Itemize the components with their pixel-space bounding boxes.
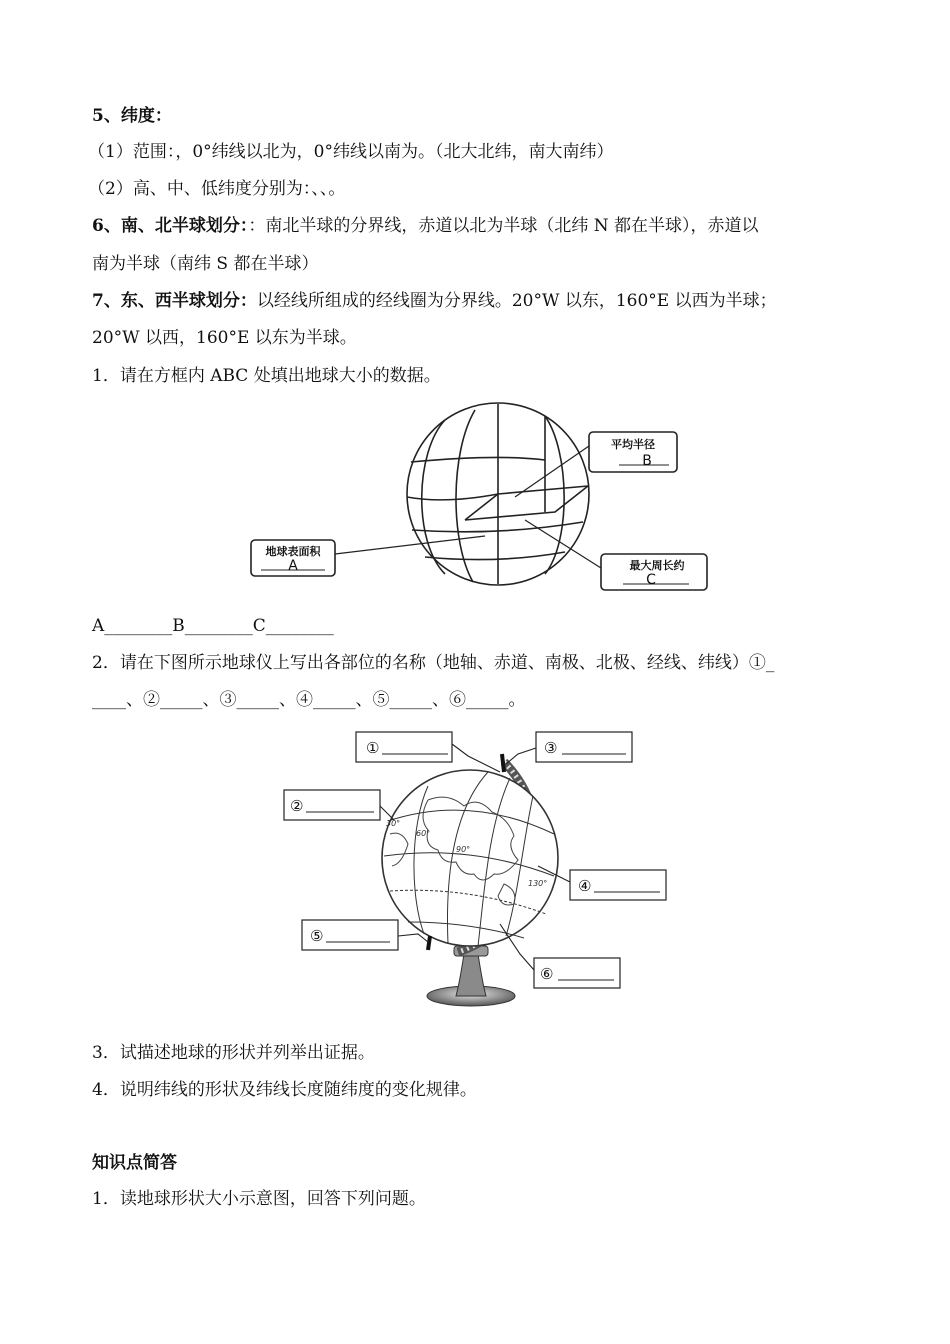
circumference-label: 最大周长约 — [629, 559, 685, 572]
question-2-text-1: 2．请在下图所示地球仪上写出各部位的名称（地轴、赤道、南极、北极、经线、纬线）①_ — [92, 653, 775, 673]
radius-line — [498, 486, 588, 494]
parallel-line — [425, 552, 565, 560]
section-2-title: 知识点简答 — [92, 1153, 177, 1173]
question-2-text-2: ____、②_____、③_____、④_____、⑤_____、⑥_____。 — [92, 690, 526, 710]
degree-label: 30° — [386, 819, 401, 828]
leader-line-area — [335, 536, 485, 554]
leader-line-2 — [380, 806, 394, 820]
circumference-letter: C — [646, 572, 656, 588]
section-7-text-1: 以经线所组成的经线圈为分界线。20°W 以东，160°E 以西为半球； — [256, 291, 777, 311]
circle-number-6: ⑥ — [540, 965, 554, 983]
north-axis-stub — [502, 754, 504, 772]
radius-label: 平均半径 — [611, 438, 655, 451]
section-5-title: 5、纬度： — [92, 106, 172, 126]
section-7-text-2: 20°W 以西，160°E 以东为半球。 — [92, 328, 357, 348]
section-7-line-1 — [92, 289, 872, 313]
surface-area-letter: A — [288, 558, 298, 574]
circle-number-1: ① — [366, 739, 380, 757]
section-5-line-2: （2）高、中、低纬度分别为：、、。 — [88, 179, 346, 199]
degree-label: 130° — [528, 879, 548, 888]
globe-figure — [278, 726, 670, 1012]
leader-line-circumference — [525, 520, 601, 568]
section-6-title: 6、南、北半球划分： — [92, 216, 249, 236]
degree-label: 60° — [416, 829, 431, 838]
leader-line-1 — [452, 744, 500, 772]
circle-number-5: ⑤ — [310, 927, 324, 945]
section-7-title: 7、东、西半球划分： — [92, 291, 257, 311]
meridian-line — [422, 420, 445, 574]
question-1-text: 1．请在方框内 ABC 处填出地球大小的数据。 — [92, 366, 441, 386]
globe-sphere — [382, 770, 558, 946]
south-axis-stub — [428, 936, 430, 950]
leader-line-3 — [506, 748, 536, 764]
meridian-line — [545, 416, 564, 574]
globe-stand — [427, 946, 515, 1006]
question-1-answer-line: A________B________C________ — [92, 616, 334, 636]
section-6-text-1: ：南北半球的分界线，赤道以北为半球（北纬 N 都在半球），赤道以 — [248, 216, 759, 236]
section-5-line-1: （1）范围：，0°纬线以北为，0°纬线以南为。（北大北纬，南大南纬） — [88, 142, 614, 162]
parallel-line — [407, 494, 498, 500]
section-2-question-1: 1．读地球形状大小示意图，回答下列问题。 — [92, 1189, 426, 1209]
circle-number-3: ③ — [544, 739, 558, 757]
degree-label: 90° — [456, 845, 471, 854]
question-4-text: 4．说明纬线的形状及纬线长度随纬度的变化规律。 — [92, 1080, 477, 1100]
section-6-line-1 — [92, 214, 872, 238]
meridian-line — [456, 410, 475, 582]
surface-area-label: 地球表面积 — [265, 545, 321, 558]
question-3-text: 3．试描述地球的形状并列举出证据。 — [92, 1043, 375, 1063]
radius-letter: B — [642, 453, 652, 469]
parallel-line — [411, 457, 545, 462]
circle-number-2: ② — [290, 797, 304, 815]
section-6-text-2: 南为半球（南纬 S 都在半球） — [92, 254, 319, 274]
circle-number-4: ④ — [578, 877, 592, 895]
earth-size-figure — [245, 402, 715, 594]
leader-line-5 — [398, 934, 428, 942]
